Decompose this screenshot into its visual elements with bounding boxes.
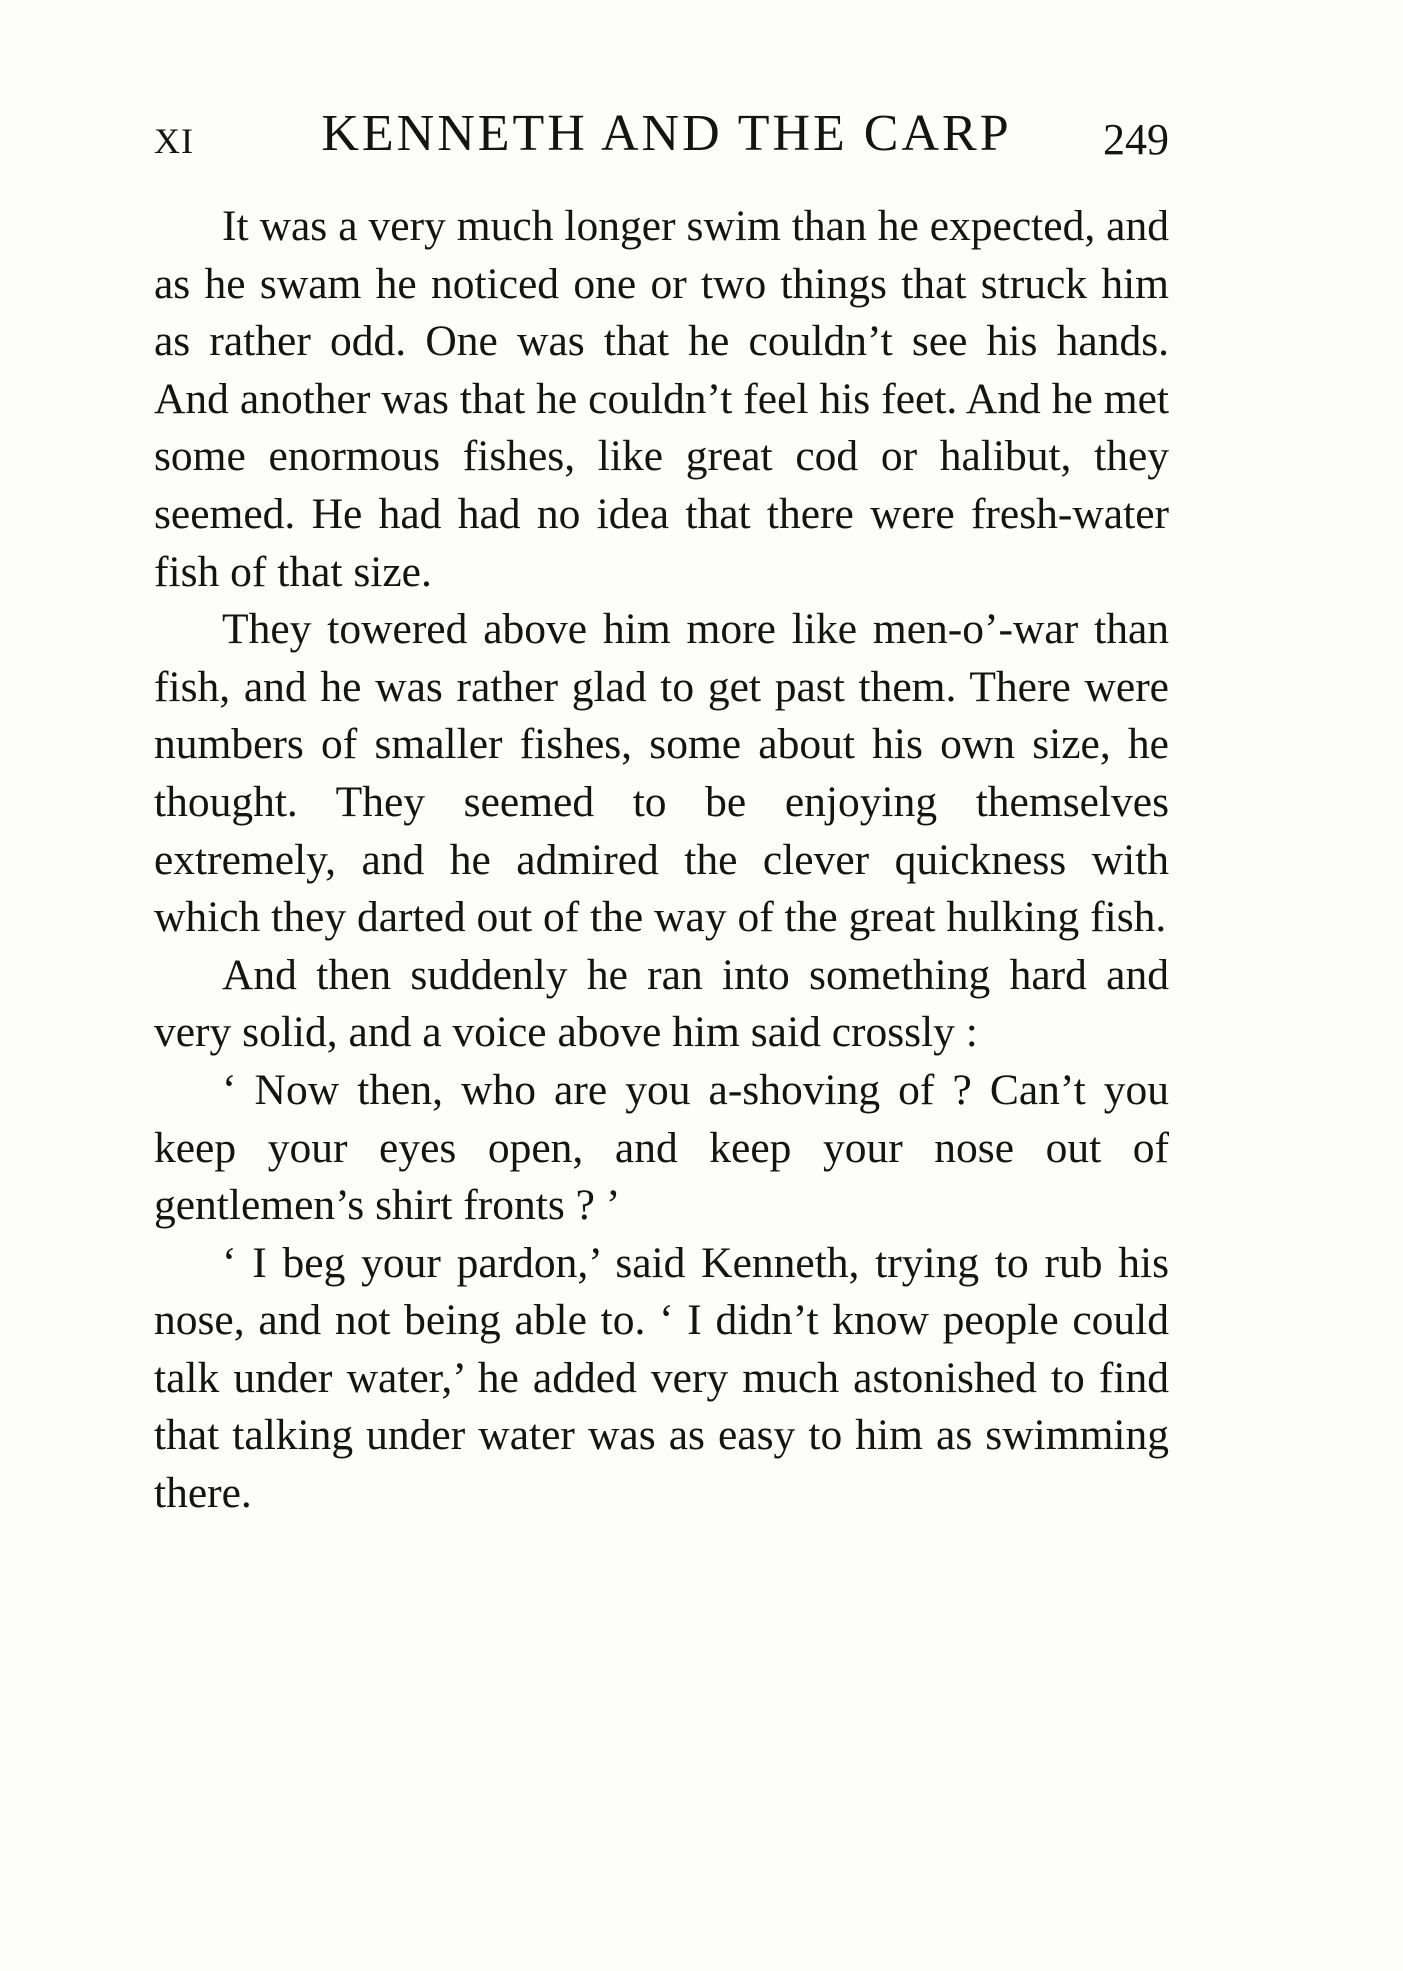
paragraph: It was a very much longer swim than he expected, and as he swam he noticed one or two things that struck him as rather odd. One was that he couldn’t see his hands. And another was that he couldn’t feel his feet. And he met some enormous fishes, like great cod or halibut, they seemed. He had had no idea that there were fresh-water fish of that size. [154, 202, 1169, 596]
chapter-number: XI [154, 121, 194, 161]
running-head [154, 104, 1169, 174]
running-title: KENNETH AND THE CARP [321, 105, 1012, 162]
paragraph: They towered above him more like men-o’-war than fish, and he was rather glad to get past them. There were numbers of smaller fishes, some about his own size, he thought. They seemed to be enjoying themselves extremely, and he admired the clever quickness with which they darted out of the way of the great hulking fish. [154, 605, 1169, 942]
page-number: 249 [1103, 115, 1169, 164]
paragraph: ‘ Now then, who are you a-shoving of ? Can’t you keep your eyes open, and keep your nose out of gentlemen’s shirt fronts ? ’ [154, 1065, 1169, 1230]
paragraph: And then suddenly he ran into something hard and very solid, and a voice above him said crossly : [154, 950, 1169, 1057]
paragraph: ‘ I beg your pardon,’ said Kenneth, trying to rub his nose, and not being able to. ‘ I didn’t know people could talk under water,’ he added very much astonished to find that talking under water was as easy to him as swimming there. [154, 1238, 1169, 1518]
body-text [154, 198, 1169, 1523]
